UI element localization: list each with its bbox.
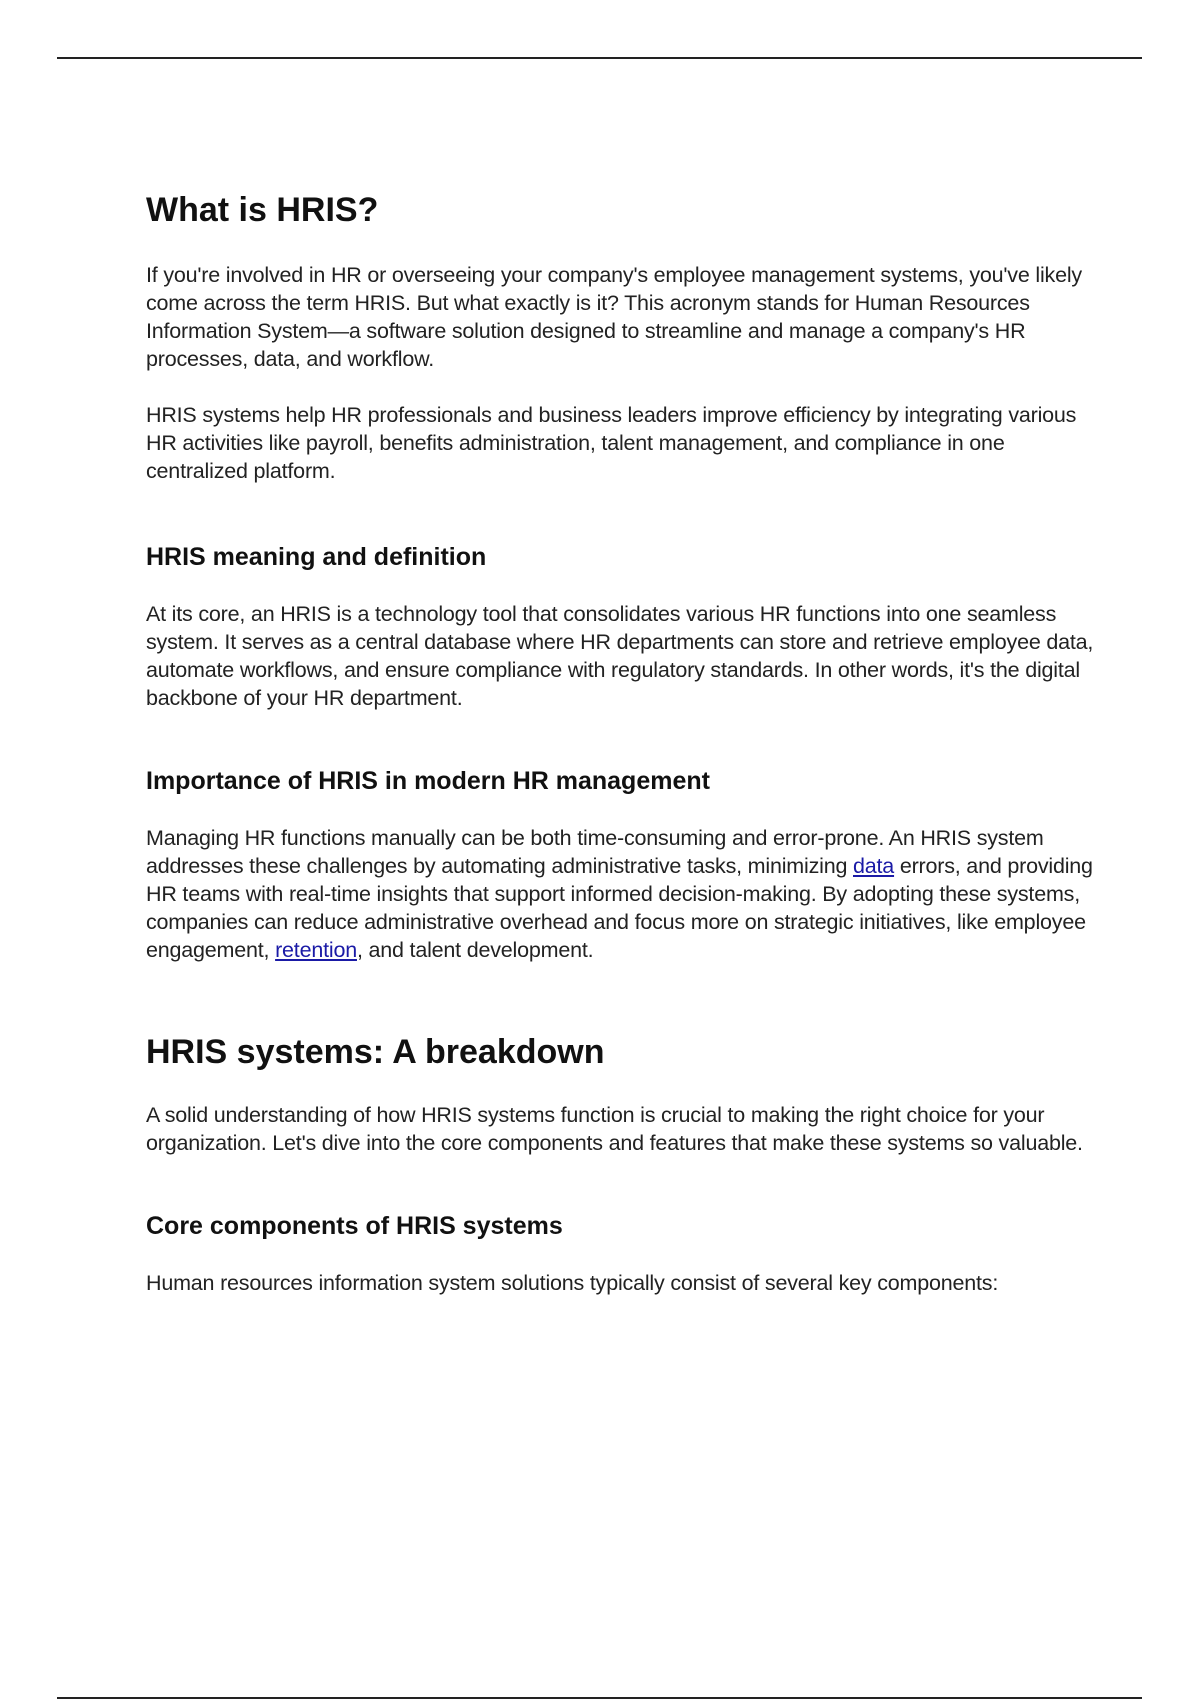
top-divider [57,57,1142,59]
importance-text-1: Managing HR functions manually can be both time-consuming and error-prone. An HRIS system addresses these challenges by automating administrative tasks, minimizing [146,825,1044,878]
importance-text-2: errors, and providing HR teams with real-time insights that support informed decision-making. By adopting these systems, companies can reduce administrative overhead and focus more on strategic initiatives, like employee engagement, [146,853,1093,962]
heading-core-components: Core components of HRIS systems [146,1211,563,1240]
data-link[interactable]: data [853,853,895,878]
importance-text-3: , and talent development. [356,937,594,962]
paragraph-breakdown: A solid understanding of how HRIS systems function is crucial to making the right choice for your organization. Let's dive into the core components and features that make these systems so valuable. [146,1102,1083,1155]
paragraph-importance [146,824,1096,964]
paragraph-intro: If you're involved in HR or overseeing your company's employee management systems, you've likely come across the term HRIS. But what exactly is it? This acronym stands for Human Resources Information System—a software solution designed to streamline and manage a company's HR processes, data, and workflow. [146,262,1082,371]
paragraph-core-components: Human resources information system solutions typically consist of several key components: [146,1270,999,1295]
heading-hris-meaning: HRIS meaning and definition [146,542,487,571]
heading-importance: Importance of HRIS in modern HR management [146,766,710,795]
paragraph-hris-help: HRIS systems help HR professionals and business leaders improve efficiency by integrating various HR activities like payroll, benefits administration, talent management, and compliance in one centralized platform. [146,402,1077,483]
paragraph-meaning: At its core, an HRIS is a technology tool that consolidates various HR functions into one seamless system. It serves as a central database where HR departments can store and retrieve employee data, automate workflows, and ensure compliance with regulatory standards. In other words, it's the digital backbone of your HR department. [146,601,1094,710]
document-content [146,190,1096,1297]
retention-link[interactable]: retention [275,937,357,962]
heading-what-is-hris: What is HRIS? [146,191,379,229]
bottom-divider [57,1697,1142,1699]
heading-hris-breakdown: HRIS systems: A breakdown [146,1032,605,1071]
